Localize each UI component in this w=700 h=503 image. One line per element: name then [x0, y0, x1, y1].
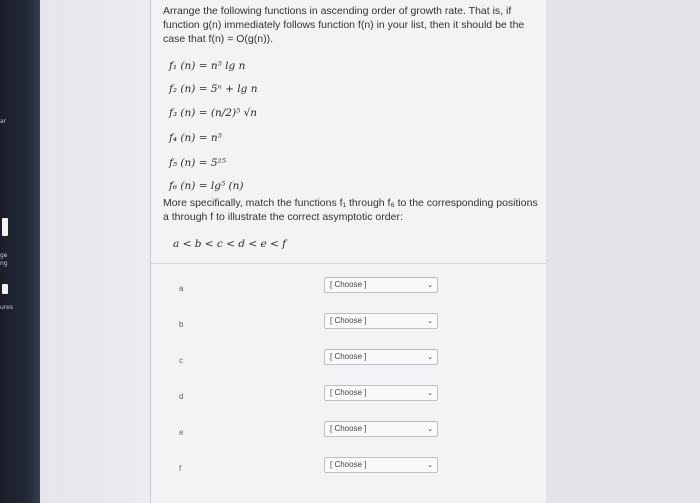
match-label-a: a: [179, 284, 184, 293]
match-select-e[interactable]: [324, 421, 438, 437]
chevron-down-icon: ⌄: [427, 389, 433, 397]
select-value: [ Choose ]: [330, 316, 367, 325]
left-gutter: [40, 0, 150, 503]
sidebar-label: ar: [0, 118, 7, 125]
chevron-down-icon: ⌄: [427, 317, 433, 325]
select-value: [ Choose ]: [330, 388, 367, 397]
sidebar-label: ng: [0, 260, 8, 267]
question-specifics: More specifically, match the functions f₁ through f₆ to the corresponding positions a through f to illustrate the correct asymptotic order:: [163, 197, 538, 223]
match-select-d[interactable]: [324, 385, 438, 401]
function-f3: f₃ (n) = (n/2)⁵ √n: [169, 107, 258, 119]
chevron-down-icon: ⌄: [427, 353, 433, 361]
match-select-f[interactable]: [324, 457, 438, 473]
match-label-b: b: [179, 320, 184, 329]
select-value: [ Choose ]: [330, 424, 367, 433]
select-value: [ Choose ]: [330, 352, 367, 361]
function-f4: f₄ (n) = n⁵: [169, 132, 222, 144]
select-value: [ Choose ]: [330, 460, 367, 469]
match-label-c: c: [179, 356, 183, 365]
select-value: [ Choose ]: [330, 280, 367, 289]
sidebar-mark: [2, 218, 8, 236]
function-f1: f₁ (n) = n⁵ lg n: [169, 60, 246, 72]
question-prompt: Arrange the following functions in ascending order of growth rate. That is, if function g(n) immediately follows function f(n) in your list, then it should be the case that f(n) = O(g(n)).: [163, 5, 525, 45]
sidebar-mark: [2, 284, 8, 294]
match-label-f: f: [179, 464, 182, 473]
match-label-d: d: [179, 392, 184, 401]
match-label-e: e: [179, 428, 184, 437]
chevron-down-icon: ⌄: [427, 281, 433, 289]
function-f5: f₅ (n) = 5²⁵: [169, 157, 226, 169]
function-f6: f₆ (n) = lg⁵ (n): [169, 180, 244, 192]
match-select-b[interactable]: [324, 313, 438, 329]
asymptotic-order: a < b < c < d < e < f: [173, 238, 287, 250]
function-f2: f₂ (n) = 5ⁿ + lg n: [169, 83, 258, 95]
match-select-a[interactable]: [324, 277, 438, 293]
dark-side-strip: [0, 0, 40, 503]
sidebar-label: ge: [0, 252, 8, 259]
chevron-down-icon: ⌄: [427, 425, 433, 433]
right-background: [546, 0, 700, 503]
sidebar-label: ures: [0, 304, 13, 311]
chevron-down-icon: ⌄: [427, 461, 433, 469]
question-panel: [150, 0, 547, 503]
match-select-c[interactable]: [324, 349, 438, 365]
answer-divider: [151, 263, 546, 264]
